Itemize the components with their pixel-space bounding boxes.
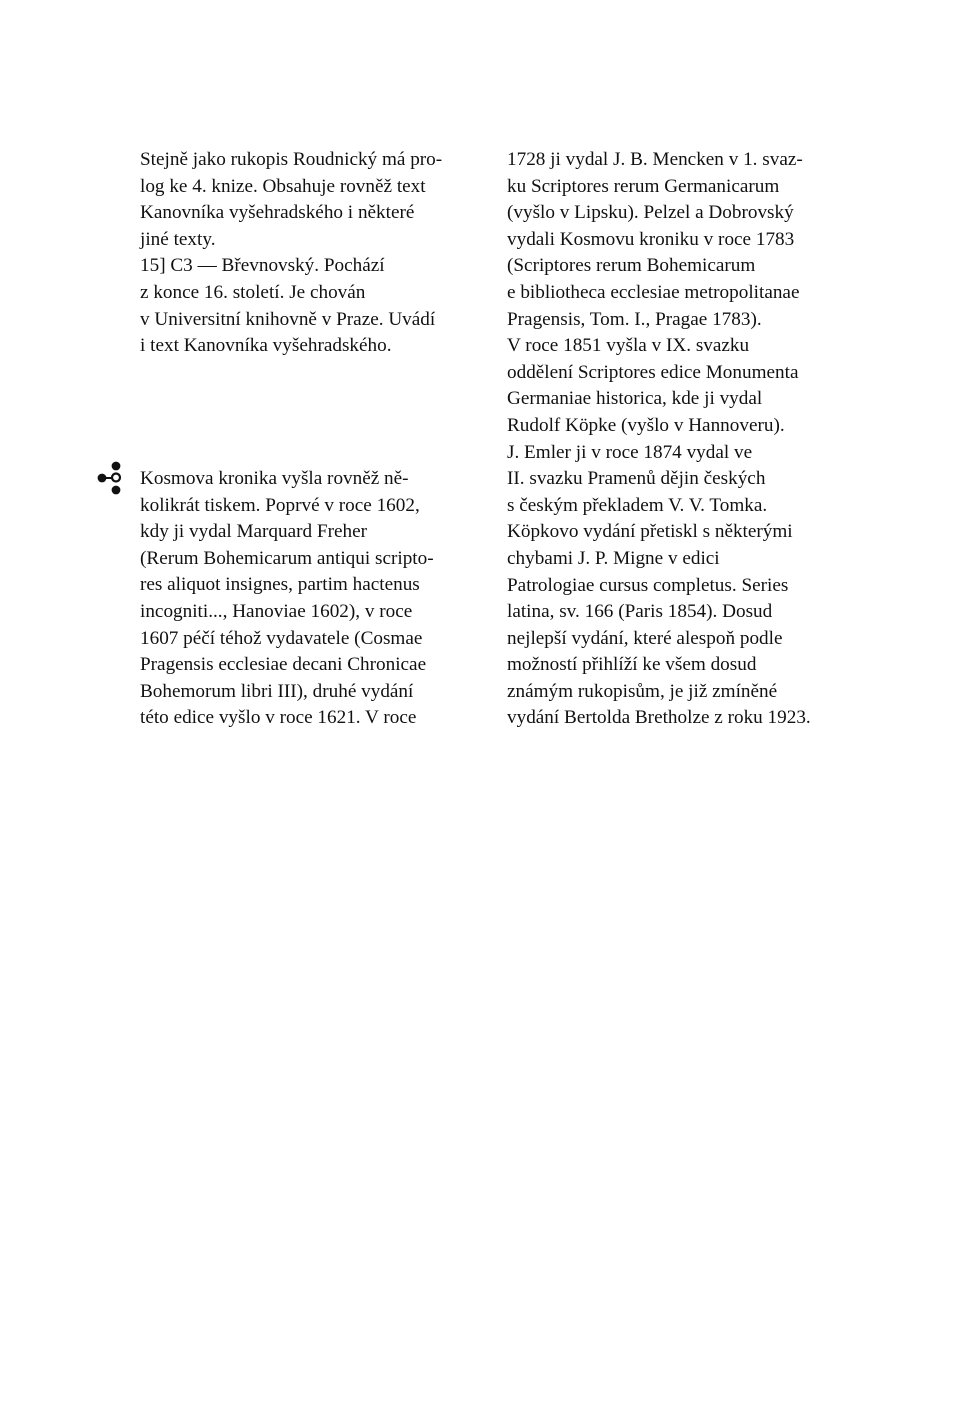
text-line: možností přihlíží ke všem dosud (507, 654, 757, 676)
text-line: vydání Bertolda Bretholze z roku 1923. (507, 707, 811, 729)
text-line: J. Emler ji v roce 1874 vydal ve (507, 441, 753, 463)
text-line: ku Scriptores rerum Germanicarum (507, 175, 780, 197)
text-line: (Rerum Bohemicarum antiqui scripto- (140, 547, 434, 569)
text-line: v Universitní knihovně v Praze. Uvádí (140, 308, 436, 330)
text-line: Pragensis ecclesiae decani Chronicae (140, 654, 427, 676)
text-line: (Scriptores rerum Bohemicarum (507, 255, 756, 277)
text-line: II. svazku Pramenů dějin českých (507, 468, 766, 490)
text-line: latina, sv. 166 (Paris 1854). Dosud (507, 601, 773, 623)
text-line: Rudolf Köpke (vyšlo v Hannoveru). (507, 414, 785, 436)
text-line: oddělení Scriptores edice Monumenta (507, 361, 799, 383)
text-line: s českým překladem V. V. Tomka. (507, 494, 768, 516)
fleuron-ornament-icon (96, 459, 126, 499)
text-line: nejlepší vydání, které alespoň podle (507, 627, 783, 649)
text-line: Pragensis, Tom. I., Pragae 1783). (507, 308, 762, 330)
text-line: z konce 16. století. Je chován (140, 281, 366, 303)
text-line: známým rukopisům, je již zmíněné (507, 680, 778, 702)
right-column (507, 147, 837, 732)
text-line: vydali Kosmovu kroniku v roce 1783 (507, 228, 795, 250)
text-line: i text Kanovníka vyšehradského. (140, 335, 392, 357)
text-line: chybami J. P. Migne v edici (507, 547, 720, 569)
text-line: log ke 4. knize. Obsahuje rovněž text (140, 175, 426, 197)
left-column-bottom (140, 466, 470, 732)
text-line: 15] C3 — Břevnovský. Pochází (140, 255, 385, 277)
text-line: Kanovníka vyšehradského i některé (140, 202, 415, 224)
text-line: kolikrát tiskem. Poprvé v roce 1602, (140, 494, 420, 516)
text-line: Köpkovo vydání přetiskl s některými (507, 521, 793, 543)
text-line: této edice vyšlo v roce 1621. V roce (140, 707, 417, 729)
text-line: Patrologiae cursus completus. Series (507, 574, 789, 596)
text-line: e bibliotheca ecclesiae metropolitanae (507, 281, 800, 303)
text-line: jiné texty. (140, 228, 216, 250)
left-column-top (140, 147, 470, 360)
text-line: Stejně jako rukopis Roudnický má pro- (140, 149, 443, 170)
text-line: res aliquot insignes, partim hactenus (140, 574, 420, 596)
text-line: kdy ji vydal Marquard Freher (140, 521, 367, 543)
text-line: 1607 péčí téhož vydavatele (Cosmae (140, 627, 423, 649)
text-line: (vyšlo v Lipsku). Pelzel a Dobrovský (507, 202, 794, 224)
text-line: Kosmova kronika vyšla rovněž ně- (140, 468, 409, 489)
text-line: incogniti..., Hanoviae 1602), v roce (140, 600, 413, 622)
text-line: 1728 ji vydal J. B. Mencken v 1. svaz- (507, 149, 803, 170)
text-line: Bohemorum libri III), druhé vydání (140, 680, 414, 702)
text-line: Germaniae historica, kde ji vydal (507, 388, 763, 410)
text-line: V roce 1851 vyšla v IX. svazku (507, 335, 750, 357)
